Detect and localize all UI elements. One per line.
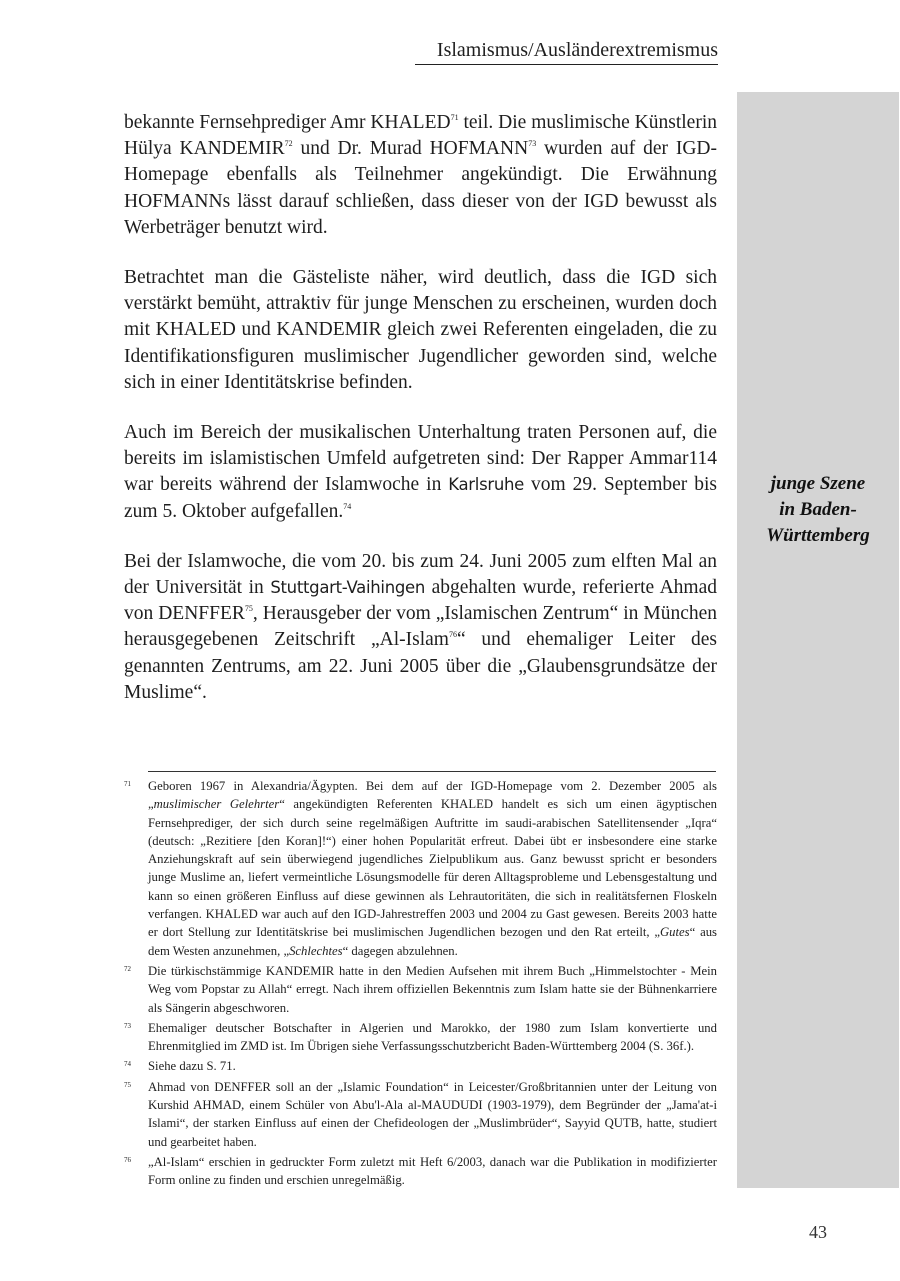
margin-note-line: in Baden-	[779, 499, 857, 520]
text-run: “ dagegen abzulehnen.	[342, 943, 458, 958]
text-run: bekannte Fernsehprediger Amr KHALED	[124, 112, 451, 133]
footnote-ref[interactable]: 71	[450, 113, 459, 122]
text-run: Geboren 1967 in Alexandria/Ägypten. Bei dem auf der IGD-Homepage vom 2. Dezember 2005 als „	[148, 779, 717, 812]
footnote	[124, 1057, 717, 1075]
footnote	[124, 777, 717, 960]
margin-note-line: Württemberg	[766, 525, 870, 546]
footnote-number: 75	[124, 1080, 131, 1089]
text-run: und Dr. Murad HOFMANN	[292, 138, 529, 160]
footnote-ref[interactable]: 76	[448, 630, 457, 640]
text-run: , Herausgeber der vom „Islamischen Zentrum“ in München herausgegebenen Zeitschrift „Al-Islam	[124, 603, 717, 651]
footnote	[124, 962, 717, 1017]
italic-run: Schlechtes	[289, 943, 343, 958]
text-run: abgehalten wurde, referierte Ahmad von DENFFER	[124, 577, 717, 625]
footnote-divider	[148, 771, 716, 772]
footnote-ref[interactable]: 72	[284, 139, 293, 149]
italic-run: muslimischer Gelehrter	[153, 797, 280, 812]
italic-run: Gutes	[660, 925, 690, 940]
main-text	[124, 110, 717, 730]
text-run: teil. Die muslimische Künstlerin Hülya KANDEMIR	[124, 112, 718, 160]
footnote-number: 73	[124, 1021, 131, 1030]
footnote-ref[interactable]: 73	[528, 139, 537, 149]
footnote-number: 71	[124, 780, 131, 788]
margin-note-line: junge Szene	[770, 473, 866, 494]
footnote	[124, 1153, 717, 1190]
text-run: vom 29. September bis zum 5. Oktober aufgefallen.	[124, 474, 717, 522]
place-name: Karlsruhe	[448, 475, 525, 495]
page-number: 43	[809, 1222, 827, 1242]
footnote-number: 74	[124, 1060, 131, 1069]
text-run: Auch im Bereich der musikalischen Unterhaltung traten Personen auf, die bereits im islamistischen Umfeld aufgetreten sind: Der Rapper Ammar114 war bereits während der Islamwoche in	[124, 422, 717, 496]
paragraph: Betrachtet man die Gästeliste näher, wird deutlich, dass die IGD sich verstärkt bemüht, attraktiv für junge Menschen zu erscheinen, wurden doch mit KHALED und KANDEMIR gleich zwei Referenten eingeladen, die zu Identifikationsfiguren muslimischer Jugendlicher geworden sind, welche sich in einer Identitätskrise befinden.	[124, 267, 717, 393]
text-run: Bei der Islamwoche, die vom 20. bis zum 24. Juni 2005 zum elften Mal an der Universität in	[124, 550, 717, 599]
paragraph	[124, 420, 717, 525]
footnote-text: „Al-Islam“ erschien in gedruckter Form zuletzt mit Heft 6/2003, danach war die Publikation in modifizierter Form online zu finden und erschien unregelmäßig.	[148, 1154, 717, 1188]
text-run: “ aus dem Westen anzunehmen, „	[148, 925, 717, 958]
margin-note	[737, 471, 899, 549]
footnote-text: Die türkischstämmige KANDEMIR hatte in den Medien Aufsehen mit ihrem Buch „Himmelstochter - Mein Weg vom Popstar zu Allah“ erregt. Nach ihrem offiziellen Bekenntnis zum Islam hatte sie der Bühnenkarriere als Sängerin abgeschworen.	[148, 963, 717, 1015]
footnote-text: Siehe dazu S. 71.	[148, 1059, 236, 1074]
text-run: wurden auf der IGD-Homepage ebenfalls als Teilnehmer angekündigt. Die Erwähnung HOFMANNs lässt darauf schließen, dass dieser von der IGD bewusst als Werbeträger benutzt wird.	[124, 138, 717, 238]
footnote-text: Ahmad von DENFFER soll an der „Islamic Foundation“ in Leicester/Großbritannien unter der Leitung von Kurshid AHMAD, einem Schüler von Abu'l-Ala al-MAUDUDI (1903-1979), dem Begründer der „Jama'at-i Islami“, der starken Einfluss auf einen der Chefideologen der „Muslimbrüder“, Sayyid QUTB, hatte, studiert und gearbeitet haben.	[148, 1079, 717, 1149]
paragraph	[124, 549, 717, 706]
footnote-number: 76	[124, 1155, 131, 1164]
footnote	[124, 1019, 717, 1056]
margin-sidebar	[737, 92, 899, 1188]
footnote-number: 72	[124, 964, 131, 973]
footnote	[124, 1078, 717, 1151]
text-run: “ und ehemaliger Leiter des genannten Zentrums, am 22. Juni 2005 über die „Glaubensgrundsätze der Muslime“.	[124, 629, 717, 703]
paragraph	[124, 110, 717, 241]
footnote-ref[interactable]: 74	[343, 501, 352, 511]
place-name: Stuttgart-Vaihingen	[270, 578, 426, 598]
running-header: Islamismus/Ausländerextremismus	[415, 38, 718, 65]
text-run: “ angekündigten Referenten KHALED handelt es sich um einen ägyptischen Fernsehprediger, der sich durch seine regelmäßigen Auftritte im saudi-arabischen Satellitensender „Iqra“ (deutsch: „Rezitiere [den Koran]!“) einer hohen Popularität erfreut. Dabei übt er insbesondere eine starke Anziehungskraft auf sein überwiegend jugendliches Zielpublikum aus. Ganz bewusst spricht er besonders junge Muslime an, liefert vermeintliche Lösungsmodelle für deren Alltagsprobleme und Lebensgestaltung und kann so einen größeren Einfluss auf diese gewinnen als Lehrautoritäten, die sich in realitätsfernen Floskeln verfangen. KHALED war auch auf den IGD-Jahrestreffen 2003 und 2004 zu Gast gewesen. Bereits 2003 hatte er dort Stellung zur Identitätskrise bei muslimischen Jugendlichen bezogen und den Rat erteilt, „	[148, 797, 718, 940]
footnote-text: Ehemaliger deutscher Botschafter in Algerien und Marokko, der 1980 zum Islam konvertierte und Ehrenmitglied im ZMD ist. Im Übrigen siehe Verfassungsschutzbericht Baden-Württemberg 2004 (S. 36f.).	[148, 1020, 717, 1054]
footnotes	[124, 777, 717, 1192]
footnote-ref[interactable]: 75	[244, 604, 253, 614]
